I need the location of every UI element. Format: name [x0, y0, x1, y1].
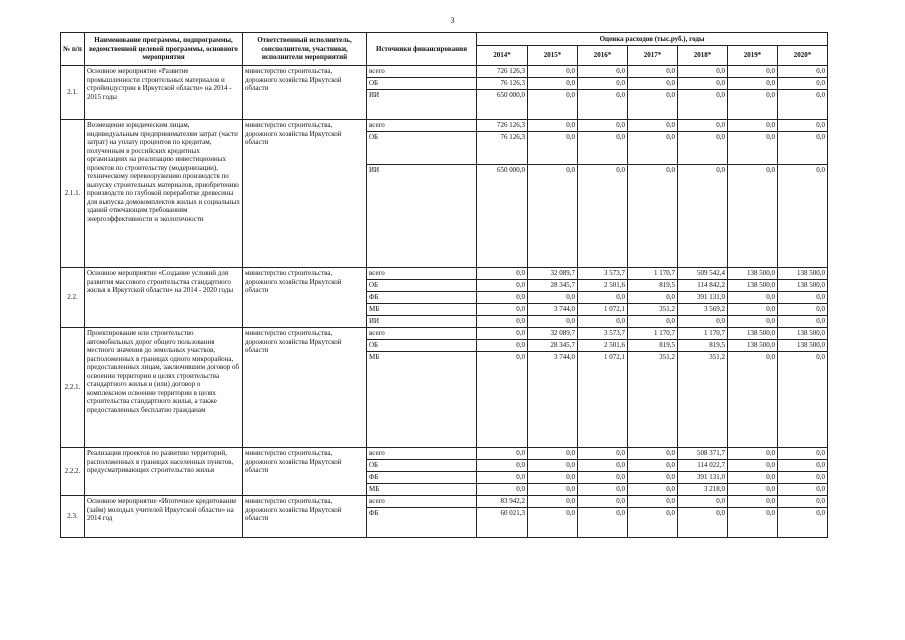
cost-value: 0,0 [628, 460, 678, 472]
cost-value: 3 744,0 [528, 304, 578, 316]
cost-value: 0,0 [477, 328, 528, 340]
cost-value: 391 131,0 [678, 472, 728, 484]
cost-value: 0,0 [778, 316, 828, 328]
table-row [61, 448, 828, 460]
item-executor: министерство строительства, дорожного хозяйства Иркутской области [243, 120, 367, 268]
cost-value: 0,0 [778, 472, 828, 484]
header-executor: Ответственный исполнитель, соисполнители, участники, исполнители мероприятий [243, 33, 367, 66]
cost-value: 0,0 [477, 448, 528, 460]
cost-value: 726 126,3 [477, 120, 528, 132]
cost-value: 0,0 [528, 496, 578, 508]
cost-value: 0,0 [678, 132, 728, 165]
cost-value: 0,0 [728, 132, 778, 165]
cost-value: 0,0 [477, 304, 528, 316]
item-name: Основное мероприятие «Создание условий для развития массового строительства стандартного жилья в Иркутской области» на 2014 - 2020 годы [85, 268, 243, 328]
cost-value: 726 126,3 [477, 66, 528, 78]
funding-source: ИИ [367, 90, 477, 120]
item-number: 2.1.1. [61, 120, 85, 268]
cost-value: 28 345,7 [528, 340, 578, 352]
cost-value: 2 501,6 [578, 340, 628, 352]
funding-source: ОБ [367, 280, 477, 292]
cost-value: 0,0 [678, 78, 728, 90]
cost-value: 0,0 [628, 165, 678, 268]
item-executor: министерство строительства, дорожного хозяйства Иркутской области [243, 328, 367, 448]
cost-value: 76 126,3 [477, 78, 528, 90]
cost-value: 138 500,0 [728, 280, 778, 292]
page-number: 3 [450, 16, 455, 25]
cost-value: 1 170,7 [628, 268, 678, 280]
item-name: Основное мероприятие «Развитие промышленности строительных материалов и стройиндустрии в Иркутской области» на 2014 - 2015 годы [85, 66, 243, 120]
cost-value: 0,0 [628, 120, 678, 132]
cost-value: 1 072,1 [578, 304, 628, 316]
cost-value: 0,0 [578, 78, 628, 90]
cost-value: 0,0 [477, 484, 528, 496]
item-executor: министерство строительства, дорожного хозяйства Иркутской области [243, 496, 367, 538]
cost-value: 0,0 [728, 78, 778, 90]
cost-value: 0,0 [678, 316, 728, 328]
funding-source: всего [367, 448, 477, 460]
cost-value: 0,0 [528, 66, 578, 78]
table-row [61, 496, 828, 508]
cost-value: 138 500,0 [778, 268, 828, 280]
cost-value: 0,0 [778, 66, 828, 78]
cost-value: 508 371,7 [678, 448, 728, 460]
cost-value: 0,0 [678, 496, 728, 508]
cost-value: 0,0 [678, 120, 728, 132]
item-number: 2.2.2. [61, 448, 85, 496]
cost-value: 0,0 [778, 90, 828, 120]
table-row [61, 328, 828, 340]
cost-value: 0,0 [728, 448, 778, 460]
cost-value: 351,2 [628, 304, 678, 316]
cost-value: 0,0 [778, 165, 828, 268]
item-name: Возмещение юридическим лицам, индивидуальным предпринимателям затрат (части затрат) на уплату процентов по кредитам, полученным в российских кредитных организациях на реализацию инвестиционных проектов по строительству (модернизации), техническому перевооружению производств по выпуску строительных материалов, приобретению производств по глубокой переработке древесины для выпуска домокомплектов жилых и социальных зданий отвечающим требованиям энергоэффективности и экологичности [85, 120, 243, 268]
cost-value: 0,0 [678, 165, 728, 268]
cost-value: 3 744,0 [528, 352, 578, 448]
funding-source: всего [367, 66, 477, 78]
item-name: Проектирование или строительство автомобильных дорог общего пользования местного значения до земельных участков, расположенных в границах одного микрорайона, предоставленных лицам, заключившим договор об освоении территории в целях строительства стандартного жилья и (или) договор о комплексном освоении территории в целях строительства стандартного жилья, а также предоставленных бесплатно гражданам [85, 328, 243, 448]
cost-value: 1 170,7 [628, 328, 678, 340]
cost-value: 0,0 [578, 292, 628, 304]
cost-value: 1 072,1 [578, 352, 628, 448]
cost-value: 3 218,0 [678, 484, 728, 496]
cost-value: 0,0 [578, 132, 628, 165]
funding-source: ОБ [367, 132, 477, 165]
cost-value: 0,0 [728, 496, 778, 508]
item-number: 2.1. [61, 66, 85, 120]
cost-value: 0,0 [728, 304, 778, 316]
cost-value: 3 573,7 [578, 268, 628, 280]
cost-value: 28 345,7 [528, 280, 578, 292]
cost-value: 0,0 [578, 496, 628, 508]
cost-value: 0,0 [578, 484, 628, 496]
funding-source: всего [367, 328, 477, 340]
cost-value: 650 000,0 [477, 90, 528, 120]
cost-value: 0,0 [728, 508, 778, 538]
cost-value: 0,0 [628, 78, 678, 90]
funding-source: МБ [367, 352, 477, 448]
cost-value: 0,0 [477, 460, 528, 472]
cost-value: 3 573,7 [578, 328, 628, 340]
cost-value: 0,0 [628, 132, 678, 165]
cost-value: 0,0 [528, 460, 578, 472]
cost-value: 0,0 [778, 484, 828, 496]
funding-source: ОБ [367, 460, 477, 472]
cost-value: 391 131,0 [678, 292, 728, 304]
cost-value: 0,0 [728, 90, 778, 120]
cost-value: 0,0 [528, 132, 578, 165]
item-number: 2.2. [61, 268, 85, 328]
table-row [61, 66, 828, 78]
cost-value: 0,0 [678, 90, 728, 120]
cost-value: 0,0 [528, 448, 578, 460]
cost-value: 0,0 [778, 304, 828, 316]
cost-value: 0,0 [728, 165, 778, 268]
cost-value: 0,0 [528, 316, 578, 328]
funding-source: ФБ [367, 508, 477, 538]
cost-value: 0,0 [578, 90, 628, 120]
cost-value: 114 842,2 [678, 280, 728, 292]
cost-value: 0,0 [628, 448, 678, 460]
cost-value: 0,0 [477, 472, 528, 484]
cost-value: 0,0 [628, 496, 678, 508]
cost-value: 0,0 [477, 268, 528, 280]
cost-value: 138 500,0 [778, 328, 828, 340]
cost-value: 0,0 [628, 484, 678, 496]
cost-value: 0,0 [528, 292, 578, 304]
cost-value: 0,0 [628, 316, 678, 328]
funding-source: ОБ [367, 78, 477, 90]
header-year: 2016* [578, 46, 628, 66]
cost-value: 114 022,7 [678, 460, 728, 472]
cost-value: 76 126,3 [477, 132, 528, 165]
cost-value: 0,0 [528, 484, 578, 496]
cost-value: 0,0 [477, 316, 528, 328]
cost-value: 0,0 [578, 448, 628, 460]
cost-value: 138 500,0 [778, 280, 828, 292]
item-name: Реализация проектов по развитию территорий, расположенных в границах населенных пунктов, предусматривающих строительство жилья [85, 448, 243, 496]
header-year: 2015* [528, 46, 578, 66]
item-executor: министерство строительства, дорожного хозяйства Иркутской области [243, 66, 367, 120]
cost-value: 0,0 [778, 460, 828, 472]
funding-source: МБ [367, 304, 477, 316]
item-number: 2.2.1. [61, 328, 85, 448]
header-cost-group: Оценка расходов (тыс.руб.), годы [477, 33, 828, 46]
cost-value: 819,5 [628, 340, 678, 352]
cost-value: 2 501,6 [578, 280, 628, 292]
cost-value: 0,0 [778, 508, 828, 538]
cost-value: 819,5 [678, 340, 728, 352]
funding-source: ИИ [367, 165, 477, 268]
cost-value: 0,0 [477, 340, 528, 352]
cost-value: 351,2 [678, 352, 728, 448]
cost-value: 0,0 [528, 90, 578, 120]
header-num: № п/п [61, 33, 85, 66]
cost-value: 83 942,2 [477, 496, 528, 508]
cost-value: 138 500,0 [728, 328, 778, 340]
cost-value: 0,0 [728, 352, 778, 448]
cost-value: 0,0 [728, 120, 778, 132]
cost-value: 650 000,0 [477, 165, 528, 268]
cost-value: 138 500,0 [728, 340, 778, 352]
cost-value: 0,0 [728, 316, 778, 328]
cost-value: 0,0 [528, 472, 578, 484]
cost-value: 0,0 [628, 508, 678, 538]
financing-table [60, 32, 828, 538]
cost-value: 0,0 [528, 165, 578, 268]
funding-source: ИИ [367, 316, 477, 328]
header-year: 2019* [728, 46, 778, 66]
cost-value: 138 500,0 [778, 340, 828, 352]
cost-value: 0,0 [778, 352, 828, 448]
cost-value: 0,0 [728, 460, 778, 472]
cost-value: 0,0 [578, 316, 628, 328]
cost-value: 0,0 [528, 78, 578, 90]
header-name: Наименование программы, подпрограммы, ведомственной целевой программы, основного мероприятия [85, 33, 243, 66]
header-year: 2014* [477, 46, 528, 66]
cost-value: 0,0 [728, 292, 778, 304]
header-year: 2018* [678, 46, 728, 66]
cost-value: 0,0 [578, 460, 628, 472]
cost-value: 0,0 [778, 496, 828, 508]
cost-value: 0,0 [778, 78, 828, 90]
table-row [61, 268, 828, 280]
cost-value: 0,0 [778, 120, 828, 132]
cost-value: 0,0 [477, 352, 528, 448]
cost-value: 0,0 [477, 280, 528, 292]
header-year: 2017* [628, 46, 678, 66]
cost-value: 0,0 [578, 472, 628, 484]
funding-source: ФБ [367, 472, 477, 484]
funding-source: всего [367, 268, 477, 280]
header-source: Источники финансирования [367, 33, 477, 66]
cost-value: 0,0 [678, 508, 728, 538]
funding-source: МБ [367, 484, 477, 496]
funding-source: всего [367, 496, 477, 508]
cost-value: 509 542,4 [678, 268, 728, 280]
cost-value: 138 500,0 [728, 268, 778, 280]
cost-value: 351,2 [628, 352, 678, 448]
cost-value: 0,0 [778, 292, 828, 304]
cost-value: 0,0 [728, 472, 778, 484]
cost-value: 0,0 [728, 484, 778, 496]
table-row [61, 120, 828, 132]
cost-value: 0,0 [778, 132, 828, 165]
item-executor: министерство строительства, дорожного хозяйства Иркутской области [243, 268, 367, 328]
cost-value: 0,0 [628, 90, 678, 120]
cost-value: 0,0 [528, 120, 578, 132]
cost-value: 0,0 [578, 66, 628, 78]
cost-value: 32 089,7 [528, 268, 578, 280]
cost-value: 32 089,7 [528, 328, 578, 340]
cost-value: 0,0 [778, 448, 828, 460]
header-year: 2020* [778, 46, 828, 66]
cost-value: 0,0 [628, 66, 678, 78]
cost-value: 0,0 [578, 120, 628, 132]
cost-value: 819,5 [628, 280, 678, 292]
cost-value: 0,0 [678, 66, 728, 78]
cost-value: 0,0 [628, 472, 678, 484]
item-name: Основное мероприятие «Ипотечное кредитование (займ) молодых учителей Иркутской области» на 2014 год [85, 496, 243, 538]
item-number: 2.3. [61, 496, 85, 538]
cost-value: 3 569,2 [678, 304, 728, 316]
cost-value: 1 170,7 [678, 328, 728, 340]
cost-value: 0,0 [728, 66, 778, 78]
funding-source: всего [367, 120, 477, 132]
cost-value: 0,0 [578, 165, 628, 268]
cost-value: 0,0 [628, 292, 678, 304]
funding-source: ОБ [367, 340, 477, 352]
cost-value: 0,0 [578, 508, 628, 538]
cost-value: 0,0 [477, 292, 528, 304]
item-executor: министерство строительства, дорожного хозяйства Иркутской области [243, 448, 367, 496]
cost-value: 60 021,3 [477, 508, 528, 538]
funding-source: ФБ [367, 292, 477, 304]
cost-value: 0,0 [528, 508, 578, 538]
